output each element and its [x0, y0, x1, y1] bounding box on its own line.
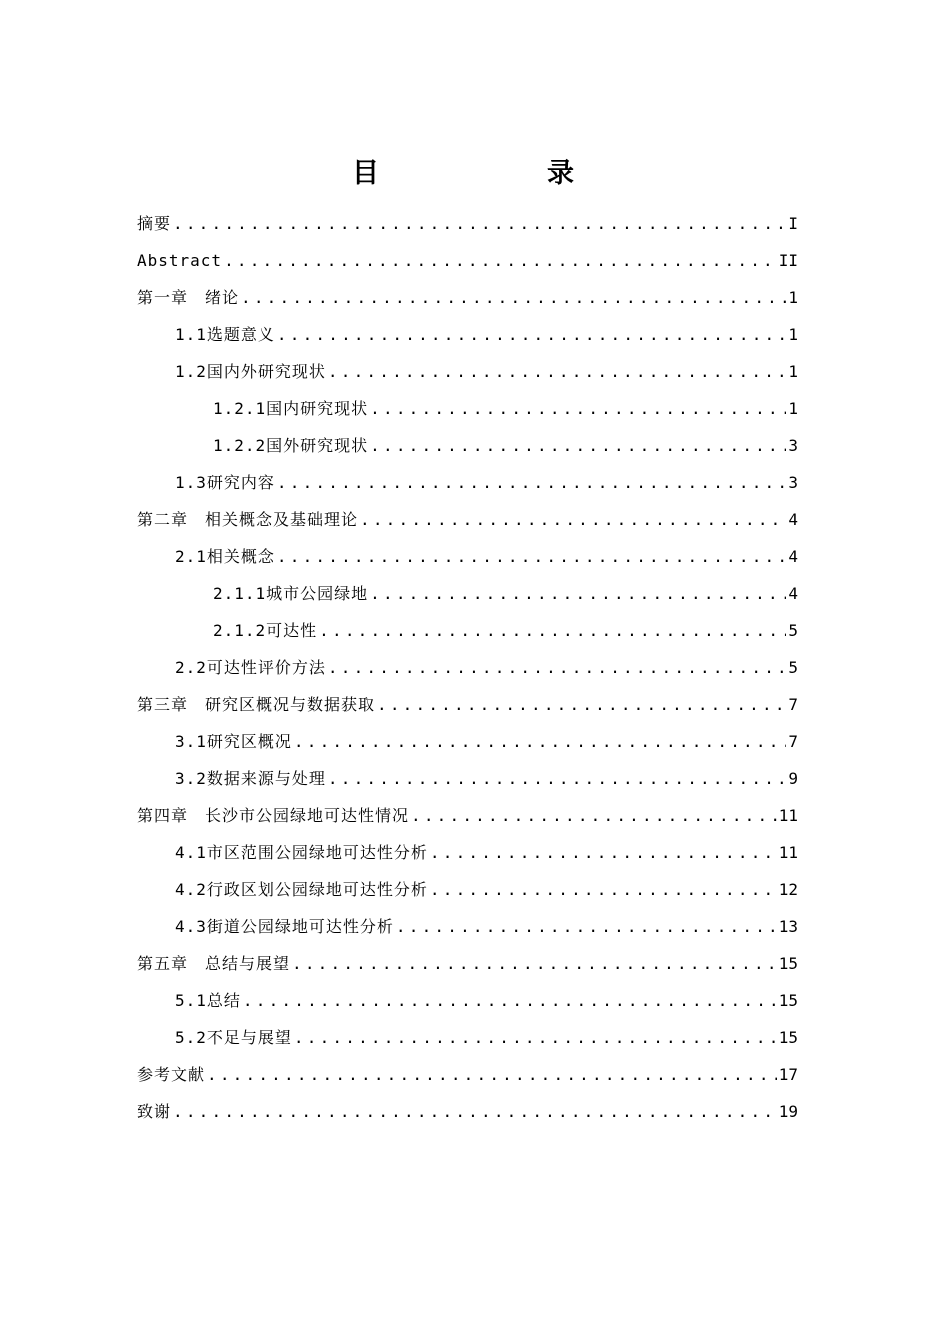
- toc-dot-leader: [207, 1056, 777, 1093]
- toc-entry-label: 4.1市区范围公园绿地可达性分析: [175, 843, 428, 862]
- toc-entry[interactable]: [137, 353, 798, 390]
- toc-entry-page: 19: [778, 1102, 798, 1121]
- toc-dot-leader: [277, 316, 786, 353]
- toc-entry-label: 第一章 绪论: [137, 288, 240, 307]
- toc-entry-page: 7: [788, 695, 798, 714]
- toc-entry[interactable]: [137, 723, 798, 760]
- toc-entry-page: 1: [788, 399, 798, 418]
- toc-entry-label: 1.1选题意义: [175, 325, 275, 344]
- toc-entry-label: 1.2.1国内研究现状: [213, 399, 369, 418]
- toc-dot-leader: [370, 575, 786, 612]
- toc-entry[interactable]: [137, 686, 798, 723]
- toc-dot-leader: [292, 945, 777, 982]
- toc-entry[interactable]: [137, 871, 798, 908]
- toc-entry[interactable]: [137, 242, 798, 279]
- toc-entry[interactable]: [137, 797, 798, 834]
- toc-entry[interactable]: [137, 834, 798, 871]
- toc-entry-label: 4.2行政区划公园绿地可达性分析: [175, 880, 428, 899]
- toc-dot-leader: [294, 723, 786, 760]
- toc-entry-page: 4: [788, 584, 798, 603]
- toc-dot-leader: [277, 464, 786, 501]
- toc-entry-page: II: [778, 251, 798, 270]
- toc-entry-label: 4.3街道公园绿地可达性分析: [175, 917, 394, 936]
- toc-entry-page: 15: [778, 991, 798, 1010]
- toc-entry-page: 4: [788, 547, 798, 566]
- toc-dot-leader: [241, 279, 786, 316]
- toc-entry-label: 2.2可达性评价方法: [175, 658, 326, 677]
- toc-entry-label: 第三章 研究区概况与数据获取: [137, 695, 376, 714]
- toc-entry[interactable]: [137, 760, 798, 797]
- toc-entry-label: 第四章 长沙市公园绿地可达性情况: [137, 806, 410, 825]
- table-of-contents: [137, 205, 798, 1130]
- toc-entry-label: 5.1总结: [175, 991, 241, 1010]
- toc-dot-leader: [328, 649, 786, 686]
- toc-dot-leader: [328, 353, 786, 390]
- toc-dot-leader: [319, 612, 786, 649]
- toc-entry[interactable]: [137, 908, 798, 945]
- toc-dot-leader: [377, 686, 786, 723]
- toc-dot-leader: [370, 427, 786, 464]
- toc-entry-page: I: [788, 214, 798, 233]
- toc-dot-leader: [360, 501, 786, 538]
- toc-entry-page: 11: [778, 806, 798, 825]
- toc-entry[interactable]: [137, 279, 798, 316]
- toc-entry-page: 5: [788, 621, 798, 640]
- toc-entry-label: 致谢: [137, 1102, 172, 1121]
- toc-entry-label: 2.1.1城市公园绿地: [213, 584, 369, 603]
- toc-entry[interactable]: [137, 501, 798, 538]
- page-title: 目 录: [352, 158, 612, 189]
- toc-entry-label: 1.3研究内容: [175, 473, 275, 492]
- toc-entry-label: 1.2.2国外研究现状: [213, 436, 369, 455]
- toc-entry-page: 11: [778, 843, 798, 862]
- toc-entry-page: 1: [788, 288, 798, 307]
- toc-entry-page: 12: [778, 880, 798, 899]
- toc-dot-leader: [396, 908, 777, 945]
- toc-entry-label: 第五章 总结与展望: [137, 954, 291, 973]
- toc-entry[interactable]: [137, 390, 798, 427]
- toc-dot-leader: [224, 242, 777, 279]
- toc-dot-leader: [173, 1093, 777, 1130]
- toc-entry[interactable]: [137, 427, 798, 464]
- toc-dot-leader: [173, 205, 786, 242]
- toc-entry-page: 3: [788, 436, 798, 455]
- toc-entry-label: 2.1.2可达性: [213, 621, 318, 640]
- toc-entry[interactable]: [137, 1056, 798, 1093]
- toc-entry-label: 参考文献: [137, 1065, 206, 1084]
- toc-dot-leader: [430, 871, 777, 908]
- toc-entry-page: 9: [788, 769, 798, 788]
- toc-dot-leader: [370, 390, 786, 427]
- toc-dot-leader: [430, 834, 777, 871]
- toc-entry-label: 第二章 相关概念及基础理论: [137, 510, 359, 529]
- toc-entry-label: 5.2不足与展望: [175, 1028, 292, 1047]
- toc-entry[interactable]: [137, 982, 798, 1019]
- toc-entry[interactable]: [137, 316, 798, 353]
- toc-entry[interactable]: [137, 612, 798, 649]
- toc-entry[interactable]: [137, 945, 798, 982]
- toc-entry-page: 13: [778, 917, 798, 936]
- toc-dot-leader: [411, 797, 777, 834]
- toc-entry[interactable]: [137, 464, 798, 501]
- toc-entry[interactable]: [137, 538, 798, 575]
- toc-entry[interactable]: [137, 1019, 798, 1056]
- toc-entry-label: 3.1研究区概况: [175, 732, 292, 751]
- toc-entry-page: 1: [788, 362, 798, 381]
- toc-entry-label: 2.1相关概念: [175, 547, 275, 566]
- toc-entry-page: 3: [788, 473, 798, 492]
- toc-entry-label: 1.2国内外研究现状: [175, 362, 326, 381]
- toc-entry[interactable]: [137, 575, 798, 612]
- toc-dot-leader: [243, 982, 777, 1019]
- toc-dot-leader: [294, 1019, 777, 1056]
- toc-entry[interactable]: [137, 205, 798, 242]
- toc-entry-page: 17: [778, 1065, 798, 1084]
- toc-entry-label: Abstract: [137, 251, 223, 270]
- toc-entry-page: 1: [788, 325, 798, 344]
- toc-entry[interactable]: [137, 649, 798, 686]
- toc-entry-page: 15: [778, 1028, 798, 1047]
- toc-dot-leader: [328, 760, 786, 797]
- toc-entry-label: 3.2数据来源与处理: [175, 769, 326, 788]
- toc-entry-page: 15: [778, 954, 798, 973]
- toc-entry-page: 4: [788, 510, 798, 529]
- toc-entry-page: 7: [788, 732, 798, 751]
- toc-entry[interactable]: [137, 1093, 798, 1130]
- toc-entry-page: 5: [788, 658, 798, 677]
- toc-dot-leader: [277, 538, 786, 575]
- toc-entry-label: 摘要: [137, 214, 172, 233]
